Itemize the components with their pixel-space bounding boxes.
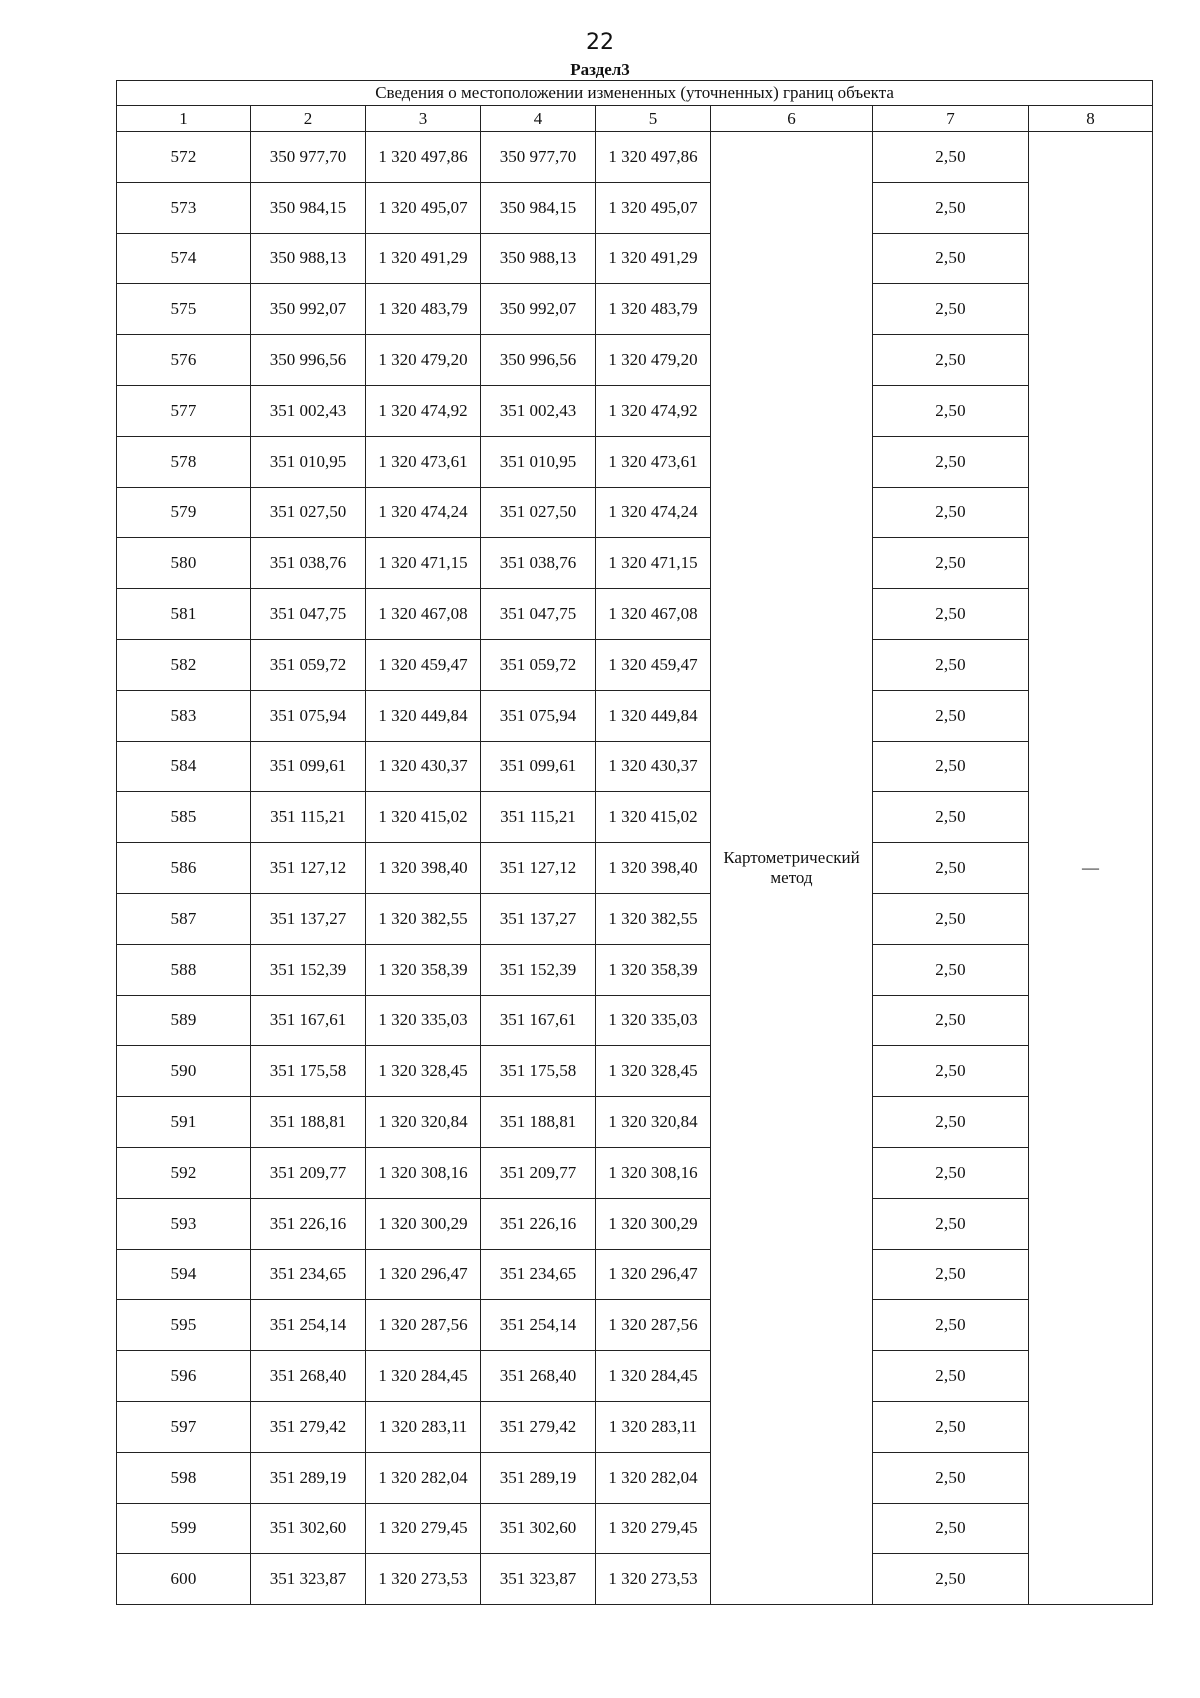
point-number-cell: 584 [117,741,251,792]
y-old-cell: 1 320 467,08 [366,589,481,640]
accuracy-cell: 2,50 [873,1097,1029,1148]
accuracy-cell: 2,50 [873,1300,1029,1351]
table-row [117,132,1153,183]
y-old-cell: 1 320 320,84 [366,1097,481,1148]
y-old-cell: 1 320 473,61 [366,436,481,487]
accuracy-cell: 2,50 [873,690,1029,741]
point-number-cell: 577 [117,385,251,436]
point-number-cell: 598 [117,1452,251,1503]
x-new-cell: 351 226,16 [481,1198,596,1249]
x-old-cell: 351 099,61 [251,741,366,792]
table-row [117,944,1153,995]
y-old-cell: 1 320 358,39 [366,944,481,995]
accuracy-cell: 2,50 [873,1452,1029,1503]
accuracy-cell: 2,50 [873,1046,1029,1097]
method-cell: Картометрический метод [711,132,873,1605]
y-old-cell: 1 320 282,04 [366,1452,481,1503]
y-new-cell: 1 320 430,37 [596,741,711,792]
point-number-cell: 587 [117,893,251,944]
y-new-cell: 1 320 474,92 [596,385,711,436]
table-row [117,1249,1153,1300]
accuracy-cell: 2,50 [873,1351,1029,1402]
x-old-cell: 351 038,76 [251,538,366,589]
point-number-cell: 599 [117,1503,251,1554]
y-old-cell: 1 320 398,40 [366,843,481,894]
column-number: 7 [873,106,1029,132]
point-number-cell: 579 [117,487,251,538]
point-number-cell: 593 [117,1198,251,1249]
column-number: 5 [596,106,711,132]
y-old-cell: 1 320 474,24 [366,487,481,538]
x-new-cell: 351 188,81 [481,1097,596,1148]
table-row [117,487,1153,538]
x-old-cell: 351 127,12 [251,843,366,894]
column-number-row [117,106,1153,132]
y-new-cell: 1 320 491,29 [596,233,711,284]
x-new-cell: 351 038,76 [481,538,596,589]
x-new-cell: 351 167,61 [481,995,596,1046]
x-old-cell: 351 226,16 [251,1198,366,1249]
y-new-cell: 1 320 474,24 [596,487,711,538]
y-new-cell: 1 320 282,04 [596,1452,711,1503]
table-body [117,132,1153,1605]
x-new-cell: 351 047,75 [481,589,596,640]
x-new-cell: 351 289,19 [481,1452,596,1503]
x-old-cell: 350 977,70 [251,132,366,183]
y-old-cell: 1 320 279,45 [366,1503,481,1554]
x-old-cell: 351 047,75 [251,589,366,640]
x-new-cell: 351 075,94 [481,690,596,741]
y-new-cell: 1 320 284,45 [596,1351,711,1402]
y-old-cell: 1 320 300,29 [366,1198,481,1249]
y-old-cell: 1 320 308,16 [366,1147,481,1198]
table-row [117,335,1153,386]
accuracy-cell: 2,50 [873,589,1029,640]
y-old-cell: 1 320 283,11 [366,1401,481,1452]
x-old-cell: 351 188,81 [251,1097,366,1148]
x-old-cell: 351 289,19 [251,1452,366,1503]
x-old-cell: 350 996,56 [251,335,366,386]
x-new-cell: 351 002,43 [481,385,596,436]
y-new-cell: 1 320 287,56 [596,1300,711,1351]
x-new-cell: 351 175,58 [481,1046,596,1097]
table-row [117,1300,1153,1351]
table-row [117,182,1153,233]
x-new-cell: 350 984,15 [481,182,596,233]
point-number-cell: 578 [117,436,251,487]
accuracy-cell: 2,50 [873,436,1029,487]
x-new-cell: 350 992,07 [481,284,596,335]
table-row [117,1351,1153,1402]
y-new-cell: 1 320 479,20 [596,335,711,386]
y-new-cell: 1 320 300,29 [596,1198,711,1249]
x-old-cell: 351 059,72 [251,639,366,690]
table-row [117,1097,1153,1148]
y-new-cell: 1 320 283,11 [596,1401,711,1452]
table-row [117,995,1153,1046]
y-new-cell: 1 320 358,39 [596,944,711,995]
accuracy-cell: 2,50 [873,792,1029,843]
page-number: 22 [586,30,614,55]
table-row [117,843,1153,894]
accuracy-cell: 2,50 [873,944,1029,995]
accuracy-cell: 2,50 [873,995,1029,1046]
y-new-cell: 1 320 497,86 [596,132,711,183]
section-label: Раздел3 [570,60,630,79]
table-row [117,233,1153,284]
accuracy-cell: 2,50 [873,1401,1029,1452]
y-old-cell: 1 320 483,79 [366,284,481,335]
x-new-cell: 351 099,61 [481,741,596,792]
y-new-cell: 1 320 328,45 [596,1046,711,1097]
point-number-cell: 573 [117,182,251,233]
accuracy-cell: 2,50 [873,182,1029,233]
column-number: 1 [117,106,251,132]
accuracy-cell: 2,50 [873,538,1029,589]
y-old-cell: 1 320 287,56 [366,1300,481,1351]
point-number-cell: 572 [117,132,251,183]
description-cell: — [1029,132,1153,1605]
x-new-cell: 350 988,13 [481,233,596,284]
y-new-cell: 1 320 459,47 [596,639,711,690]
x-new-cell: 350 996,56 [481,335,596,386]
y-new-cell: 1 320 273,53 [596,1554,711,1605]
accuracy-cell: 2,50 [873,893,1029,944]
point-number-cell: 594 [117,1249,251,1300]
point-number-cell: 581 [117,589,251,640]
x-new-cell: 351 279,42 [481,1401,596,1452]
table-row [117,741,1153,792]
accuracy-cell: 2,50 [873,1198,1029,1249]
y-new-cell: 1 320 279,45 [596,1503,711,1554]
x-new-cell: 351 323,87 [481,1554,596,1605]
y-old-cell: 1 320 328,45 [366,1046,481,1097]
y-new-cell: 1 320 320,84 [596,1097,711,1148]
column-number: 4 [481,106,596,132]
point-number-cell: 586 [117,843,251,894]
y-old-cell: 1 320 471,15 [366,538,481,589]
x-old-cell: 351 268,40 [251,1351,366,1402]
point-number-cell: 588 [117,944,251,995]
x-old-cell: 350 988,13 [251,233,366,284]
x-old-cell: 351 175,58 [251,1046,366,1097]
x-new-cell: 351 027,50 [481,487,596,538]
accuracy-cell: 2,50 [873,284,1029,335]
table-row [117,538,1153,589]
table-title: Сведения о местоположении измененных (уточненных) границ объекта [117,81,1153,106]
x-old-cell: 351 115,21 [251,792,366,843]
x-old-cell: 351 075,94 [251,690,366,741]
x-new-cell: 351 268,40 [481,1351,596,1402]
x-new-cell: 351 010,95 [481,436,596,487]
table-row [117,284,1153,335]
x-old-cell: 351 027,50 [251,487,366,538]
y-old-cell: 1 320 497,86 [366,132,481,183]
y-old-cell: 1 320 273,53 [366,1554,481,1605]
column-number: 6 [711,106,873,132]
y-new-cell: 1 320 471,15 [596,538,711,589]
point-number-cell: 575 [117,284,251,335]
point-number-cell: 600 [117,1554,251,1605]
point-number-cell: 595 [117,1300,251,1351]
table-row [117,385,1153,436]
y-new-cell: 1 320 398,40 [596,843,711,894]
point-number-cell: 596 [117,1351,251,1402]
y-old-cell: 1 320 415,02 [366,792,481,843]
x-old-cell: 350 992,07 [251,284,366,335]
x-old-cell: 351 152,39 [251,944,366,995]
x-old-cell: 351 137,27 [251,893,366,944]
x-new-cell: 351 059,72 [481,639,596,690]
column-number: 2 [251,106,366,132]
x-old-cell: 350 984,15 [251,182,366,233]
column-number: 8 [1029,106,1153,132]
point-number-cell: 580 [117,538,251,589]
y-new-cell: 1 320 495,07 [596,182,711,233]
y-old-cell: 1 320 474,92 [366,385,481,436]
point-number-cell: 574 [117,233,251,284]
y-new-cell: 1 320 382,55 [596,893,711,944]
accuracy-cell: 2,50 [873,132,1029,183]
y-new-cell: 1 320 415,02 [596,792,711,843]
y-old-cell: 1 320 459,47 [366,639,481,690]
accuracy-cell: 2,50 [873,487,1029,538]
x-old-cell: 351 254,14 [251,1300,366,1351]
x-old-cell: 351 323,87 [251,1554,366,1605]
table-row [117,1401,1153,1452]
x-old-cell: 351 234,65 [251,1249,366,1300]
table-row [117,589,1153,640]
table-row [117,1452,1153,1503]
y-old-cell: 1 320 382,55 [366,893,481,944]
column-number: 3 [366,106,481,132]
y-old-cell: 1 320 495,07 [366,182,481,233]
accuracy-cell: 2,50 [873,385,1029,436]
accuracy-cell: 2,50 [873,1147,1029,1198]
x-old-cell: 351 302,60 [251,1503,366,1554]
table-row [117,1046,1153,1097]
y-old-cell: 1 320 430,37 [366,741,481,792]
y-new-cell: 1 320 449,84 [596,690,711,741]
coordinates-table [116,80,1153,1605]
point-number-cell: 591 [117,1097,251,1148]
accuracy-cell: 2,50 [873,1554,1029,1605]
y-old-cell: 1 320 491,29 [366,233,481,284]
y-new-cell: 1 320 308,16 [596,1147,711,1198]
accuracy-cell: 2,50 [873,1249,1029,1300]
y-old-cell: 1 320 479,20 [366,335,481,386]
y-old-cell: 1 320 296,47 [366,1249,481,1300]
y-new-cell: 1 320 473,61 [596,436,711,487]
x-new-cell: 351 127,12 [481,843,596,894]
y-new-cell: 1 320 335,03 [596,995,711,1046]
x-new-cell: 351 234,65 [481,1249,596,1300]
point-number-cell: 583 [117,690,251,741]
accuracy-cell: 2,50 [873,639,1029,690]
x-new-cell: 351 209,77 [481,1147,596,1198]
x-new-cell: 351 152,39 [481,944,596,995]
x-new-cell: 351 137,27 [481,893,596,944]
table-row [117,690,1153,741]
x-new-cell: 350 977,70 [481,132,596,183]
x-new-cell: 351 115,21 [481,792,596,843]
point-number-cell: 589 [117,995,251,1046]
x-old-cell: 351 209,77 [251,1147,366,1198]
accuracy-cell: 2,50 [873,741,1029,792]
y-new-cell: 1 320 467,08 [596,589,711,640]
y-old-cell: 1 320 449,84 [366,690,481,741]
point-number-cell: 592 [117,1147,251,1198]
x-old-cell: 351 279,42 [251,1401,366,1452]
point-number-cell: 576 [117,335,251,386]
x-old-cell: 351 167,61 [251,995,366,1046]
x-old-cell: 351 010,95 [251,436,366,487]
point-number-cell: 590 [117,1046,251,1097]
accuracy-cell: 2,50 [873,335,1029,386]
y-old-cell: 1 320 284,45 [366,1351,481,1402]
y-old-cell: 1 320 335,03 [366,995,481,1046]
table-row [117,1503,1153,1554]
x-old-cell: 351 002,43 [251,385,366,436]
x-new-cell: 351 254,14 [481,1300,596,1351]
table-row [117,639,1153,690]
table-row [117,893,1153,944]
accuracy-cell: 2,50 [873,233,1029,284]
accuracy-cell: 2,50 [873,843,1029,894]
point-number-cell: 582 [117,639,251,690]
y-new-cell: 1 320 483,79 [596,284,711,335]
table-row [117,436,1153,487]
table-row [117,1198,1153,1249]
accuracy-cell: 2,50 [873,1503,1029,1554]
table-row [117,1147,1153,1198]
point-number-cell: 585 [117,792,251,843]
table-row [117,792,1153,843]
y-new-cell: 1 320 296,47 [596,1249,711,1300]
x-new-cell: 351 302,60 [481,1503,596,1554]
table-row [117,1554,1153,1605]
point-number-cell: 597 [117,1401,251,1452]
